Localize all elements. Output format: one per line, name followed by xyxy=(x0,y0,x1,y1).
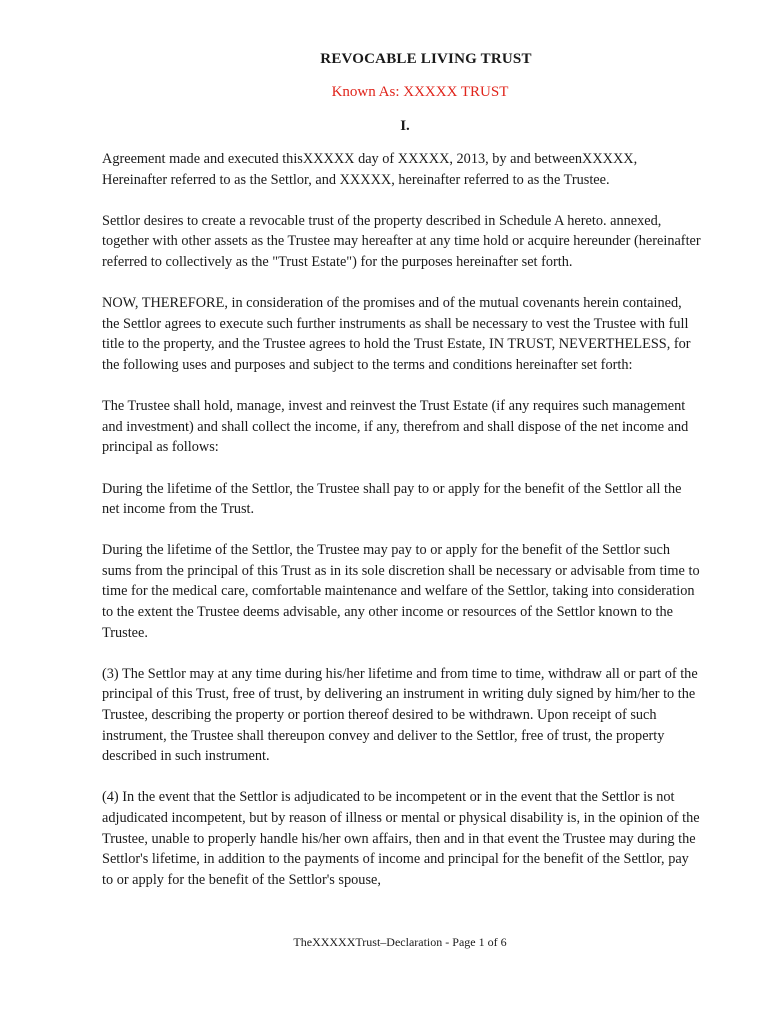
paragraph-net-income: During the lifetime of the Settlor, the Trustee shall pay to or apply for the benefit of the Settlor all the net income from the Trust. xyxy=(102,480,682,518)
paragraph-withdraw: (3) The Settlor may at any time during his/her lifetime and from time to time, withdraw all or part of the principal of this Trust, free of trust, by delivering an instrument in writing duly signed by him/her to the Trustee, describing the property or portion thereof desired to be withdrawn. Upon receipt of such instrument, the Trustee shall thereupon convey and deliver to the Settlor, free of trust, the property described in such instrument. xyxy=(102,665,698,765)
paragraph-principal: During the lifetime of the Settlor, the Trustee may pay to or apply for the benefit of the Settlor such sums from the principal of this Trust as in its sole discretion shall be necessary or advisable from time to time for the medical care, comfortable maintenance and welfare of the Settlor, taking into consideration to the extent the Trustee deems advisable, any other income or resources of the Settlor known to the Trustee. xyxy=(102,542,700,641)
paragraph-incompetent: (4) In the event that the Settlor is adjudicated to be incompetent or in the event that the Settlor is not adjudicated incompetent, but by reason of illness or mental or physical disability is, in the opinion of the Trustee, unable to properly handle his/her own affairs, then and in that event the Trustee may during the Settlor's lifetime, in addition to the payments of income and principal for the benefit of the Settlor, pay to or apply for the benefit of the Settlor's spouse, xyxy=(102,789,700,888)
paragraph-agreement: Agreement made and executed thisXXXXX day of XXXXX, 2013, by and betweenXXXXX, Hereinafter referred to as the Settlor, and XXXXX, hereinafter referred to as the Trustee. xyxy=(102,151,638,188)
paragraph-trustee-hold: The Trustee shall hold, manage, invest and reinvest the Trust Estate (if any requires such management and investment) and shall collect the income, if any, therefrom and shall dispose of the net income and principal as follows: xyxy=(102,398,689,456)
document-subtitle: Known As: XXXXX TRUST xyxy=(331,84,509,100)
section-number: I. xyxy=(400,118,410,134)
paragraph-settlor-desires: Settlor desires to create a revocable trust of the property described in Schedule A hereto. annexed, together with other assets as the Trustee may hereafter at any time hold or acquire hereunder (hereinafter referred to collectively as the "Trust Estate") for the purposes hereinafter set forth. xyxy=(102,212,701,270)
document-title: REVOCABLE LIVING TRUST xyxy=(320,51,532,67)
page-footer: TheXXXXXTrust–Declaration - Page 1 of 6 xyxy=(293,935,507,949)
paragraph-now-therefore: NOW, THEREFORE, in consideration of the promises and of the mutual covenants herein contained, the Settlor agrees to execute such further instruments as shall be necessary to vest the Trustee with full title to the property, and the Trustee agrees to hold the Trust Estate, IN TRUST, NEVERTHELESS, for the following uses and purposes and subject to the terms and conditions hereinafter set forth: xyxy=(102,295,691,373)
document-body xyxy=(102,149,702,890)
